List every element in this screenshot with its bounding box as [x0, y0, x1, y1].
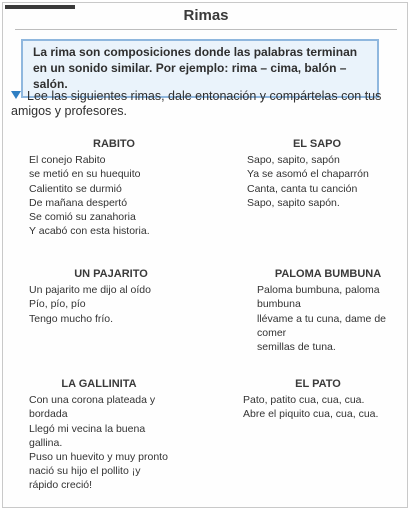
- poem-line: De mañana despertó: [29, 196, 128, 209]
- intro-box: La rima son composiciones donde las palabras terminan en un sonido similar. Por ejemplo: rima – cima, balón – salón.: [21, 39, 379, 98]
- poem-title: RABITO: [93, 138, 135, 150]
- poem-el-sapo: [247, 137, 387, 210]
- poem-line: Tengo mucho frío.: [29, 312, 114, 325]
- poem-el-pato: [243, 377, 393, 422]
- poem-rabito: [29, 137, 199, 238]
- poem-line: llévame a tu cuna, dame de comer: [257, 312, 386, 339]
- poem-line: Calientito se durmió: [29, 182, 122, 195]
- poem-line: Paloma bumbuna, paloma bumbuna: [257, 284, 380, 311]
- poem-line: Sapo, sapito sapón.: [247, 196, 340, 209]
- instruction-text: Lee las siguientes rimas, dale entonación y compártelas con tus amigos y profesores.: [11, 89, 382, 118]
- poem-line: Abre el piquito cua, cua, cua.: [243, 408, 379, 421]
- poem-line: Se comió su zanahoria: [29, 211, 136, 224]
- poem-line: Pato, patito cua, cua, cua.: [243, 394, 365, 407]
- poem-paloma-bumbuna: [257, 267, 399, 354]
- poem-title: PALOMA BUMBUNA: [274, 268, 382, 280]
- poem-line: Con una corona plateada y bordada: [29, 394, 156, 421]
- poem-line: Canta, canta tu canción: [247, 182, 358, 195]
- poem-line: se metió en su huequito: [29, 168, 141, 181]
- poem-title: EL SAPO: [292, 138, 342, 150]
- poem-la-gallinita: [29, 377, 169, 493]
- poem-line: Sapo, sapito, sapón: [247, 154, 340, 167]
- poem-title: LA GALLINITA: [61, 378, 137, 390]
- poem-title: EL PATO: [295, 378, 341, 390]
- poem-un-pajarito: [29, 267, 193, 326]
- page-title: Rimas: [183, 7, 229, 24]
- poem-line: Y acabó con esta historia.: [29, 225, 150, 238]
- worksheet-page: [2, 2, 408, 508]
- poem-line: Ya se asomó el chaparrón: [247, 168, 369, 181]
- poem-title: UN PAJARITO: [74, 268, 148, 280]
- triangle-bullet-icon: [11, 91, 21, 99]
- poem-line: Puso un huevito y muy pronto nació su hijo el pollito ¡y rápido creció!: [29, 451, 168, 492]
- poem-line: El conejo Rabito: [29, 154, 106, 167]
- poem-line: Un pajarito me dijo al oído: [29, 284, 151, 297]
- title-underline: [15, 29, 397, 30]
- poem-line: semillas de tuna.: [257, 341, 336, 354]
- poem-line: Llegó mi vecina la buena gallina.: [29, 422, 146, 449]
- instruction: [11, 89, 407, 119]
- poem-line: Pío, pío, pío: [29, 298, 86, 311]
